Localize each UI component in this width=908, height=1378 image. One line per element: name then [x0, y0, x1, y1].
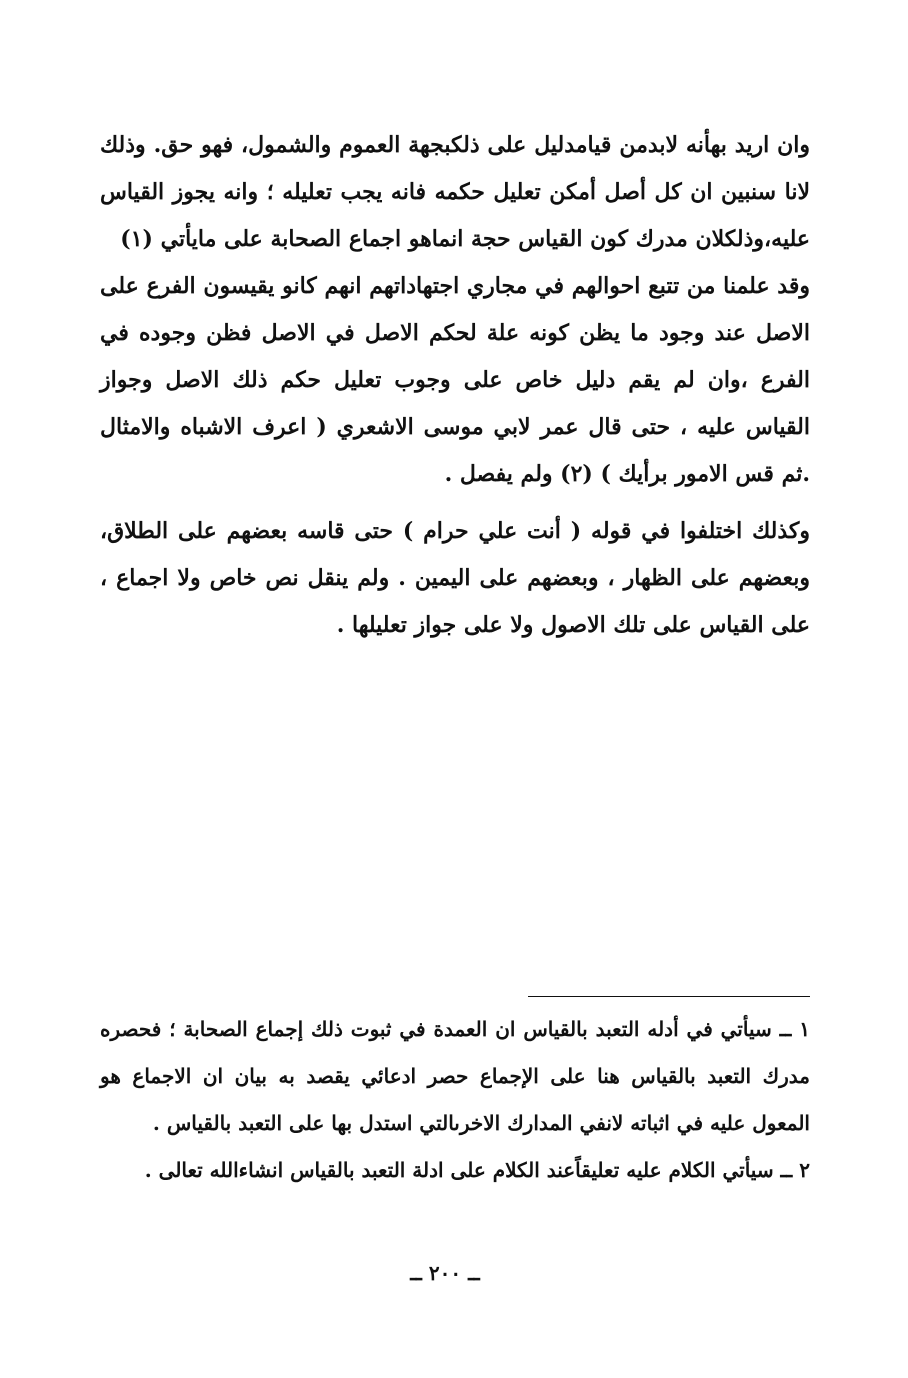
- main-text: [100, 122, 810, 649]
- paragraph-1: وان اريد بهأنه لابدمن قيامدليل على ذلكبجهة العموم والشمول، فهو حق. وذلك لانا سنبين ان كل أصل أمكن تعليل حكمه فانه يجب تعليله ؛ وانه يجوز القياس عليه،وذلكلان مدرك كون القياس حجة انماهو اجماع الصحابة على مايأتي (١): [100, 132, 810, 252]
- footnote-2: ٢ ــ سيأتي الكلام عليه تعليقاًعند الكلام على ادلة التعبد بالقياس انشاءالله تعالى .: [144, 1158, 810, 1182]
- page-number: ــ ٢٠٠ ــ: [410, 1261, 480, 1285]
- footnote-1: ١ ــ سيأتي في أدله التعبد بالقياس ان العمدة في ثبوت ذلك إجماع الصحابة ؛ فحصره مدرك التعبد بالقياس هنا على الإجماع حصر ادعائي يقصد به بيان ان الاجماع هو المعول عليه في اثباته لانفي المدارك الاخرىالتي استدل بها على التعبد بالقياس .: [100, 1017, 810, 1135]
- paragraph-2: وقد علمنا من تتبع احوالهم في مجاري اجتهاداتهم انهم كانو يقيسون الفرع على الاصل عند وجود ما يظن كونه علة لحكم الاصل في الاصل فظن وجوده في الفرع ،وان لم يقم دليل خاص على وجوب تعليل حكم ذلك الاصل وجواز القياس عليه ، حتى قال عمر لابي موسى الاشعري ( اعرف الاشباه والامثال .ثم قس الامور برأيك ) (٢) ولم يفصل .: [100, 273, 810, 487]
- footnote-separator: [528, 996, 810, 997]
- paragraph-3: وكذلك اختلفوا في قوله ( أنت علي حرام ) حتى قاسه بعضهم على الطلاق، وبعضهم على الظهار ، وبعضهم على اليمين . ولم ينقل نص خاص ولا اجماع ، على القياس على تلك الاصول ولا على جواز تعليلها .: [100, 518, 810, 638]
- footnotes: [100, 1006, 810, 1194]
